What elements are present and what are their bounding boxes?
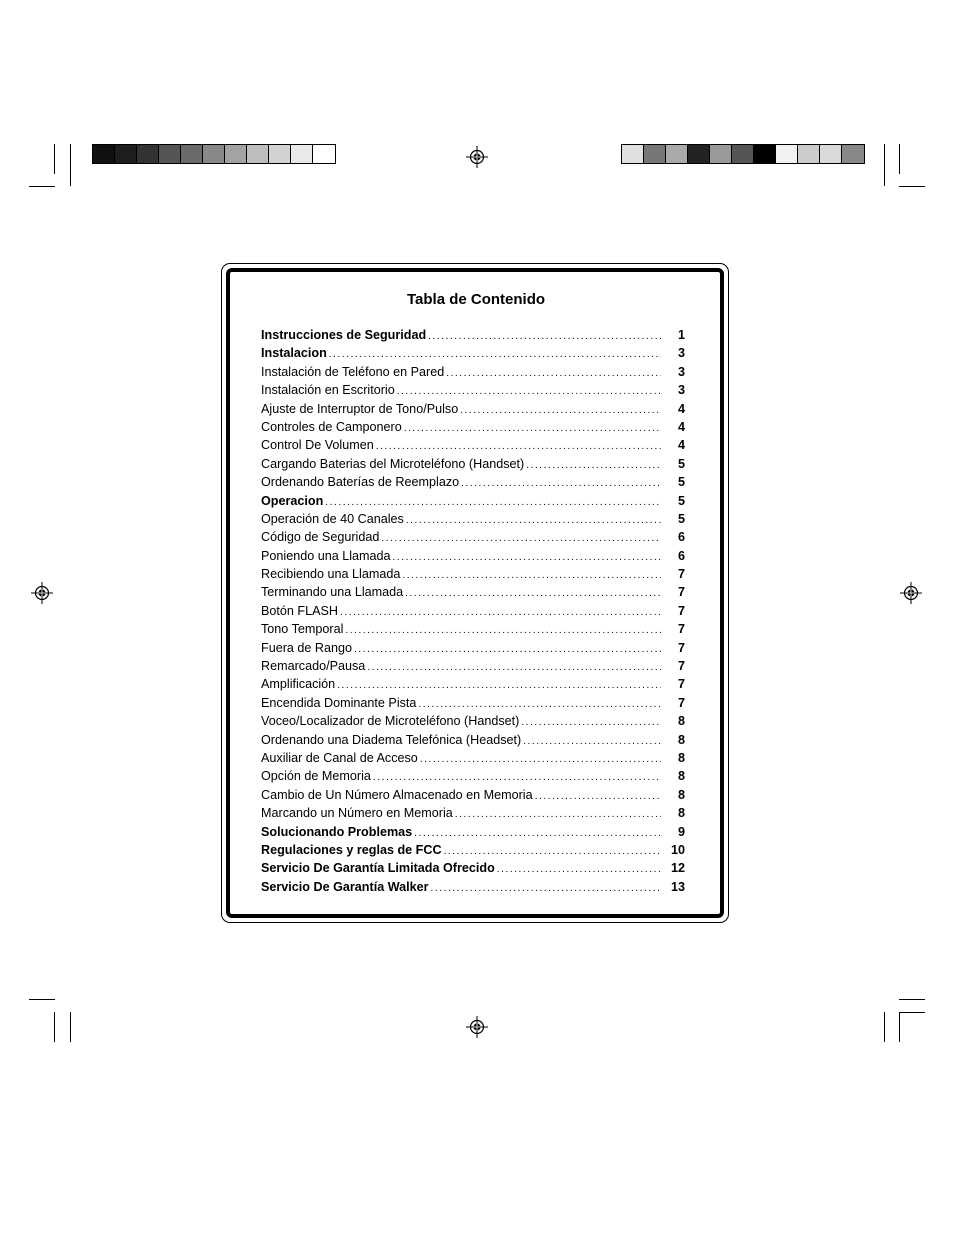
toc-entry bbox=[261, 547, 685, 565]
toc-entry-page: 7 bbox=[677, 640, 685, 655]
strip-right-swatch bbox=[732, 145, 754, 163]
strip-right-swatch bbox=[710, 145, 732, 163]
toc-entry-leader bbox=[367, 659, 661, 677]
crop-mark-bottom-right-v bbox=[899, 1012, 900, 1042]
toc-entry-label: Cambio de Un Número Almacenado en Memoria bbox=[261, 787, 533, 802]
toc-entry bbox=[261, 344, 685, 362]
toc-entry bbox=[261, 804, 685, 822]
toc-entry-label: Instalación de Teléfono en Pared bbox=[261, 364, 445, 379]
toc-entry-page: 8 bbox=[677, 732, 685, 747]
toc-entry-leader bbox=[535, 788, 661, 806]
toc-entry-leader bbox=[420, 751, 661, 769]
strip-left-swatch bbox=[269, 145, 291, 163]
strip-left-swatch bbox=[181, 145, 203, 163]
toc-entry bbox=[261, 694, 685, 712]
crop-mark-top-left-v2 bbox=[70, 144, 71, 186]
toc-entry-page: 8 bbox=[677, 714, 685, 729]
strip-left-swatch bbox=[93, 145, 115, 163]
toc-entry-leader bbox=[526, 457, 661, 475]
strip-right-swatch bbox=[644, 145, 666, 163]
toc-entry bbox=[261, 492, 685, 510]
toc-entry-page: 8 bbox=[677, 750, 685, 765]
toc-entry-page: 7 bbox=[677, 567, 685, 582]
crop-mark-bottom-right-h2 bbox=[899, 1012, 925, 1013]
toc-entry bbox=[261, 583, 685, 601]
toc-entry bbox=[261, 436, 685, 454]
registration-mark-bottom-icon bbox=[466, 1016, 488, 1038]
toc-entry-label: Instrucciones de Seguridad bbox=[261, 328, 427, 342]
toc-entry-page: 8 bbox=[677, 769, 685, 784]
toc-entry-page: 5 bbox=[677, 456, 685, 471]
strip-right-swatch bbox=[776, 145, 798, 163]
toc-entry-leader bbox=[345, 622, 661, 640]
strip-left-swatch bbox=[313, 145, 335, 163]
toc-entry-leader bbox=[354, 641, 661, 659]
toc-entry-page: 4 bbox=[677, 438, 685, 453]
toc-entry-leader bbox=[455, 806, 661, 824]
crop-mark-bottom-left-v2 bbox=[70, 1012, 71, 1042]
toc-entry-leader bbox=[497, 861, 661, 879]
toc-entry-page: 8 bbox=[677, 787, 685, 802]
toc-entry-page: 7 bbox=[677, 695, 685, 710]
strip-left-swatch bbox=[137, 145, 159, 163]
crop-mark-bottom-left-h bbox=[29, 999, 55, 1000]
toc-entry-page: 12 bbox=[670, 861, 685, 876]
toc-entry-label: Amplificación bbox=[261, 677, 336, 692]
toc-entry-label: Marcando un Número en Memoria bbox=[261, 806, 453, 821]
toc-entry-label: Encendida Dominante Pista bbox=[261, 695, 417, 710]
toc-entry-label: Cargando Baterias del Microteléfono (Handset) bbox=[261, 456, 525, 471]
toc-entry-label: Voceo/Localizador de Microteléfono (Handset) bbox=[261, 714, 520, 729]
toc-entry-label: Ordenando una Diadema Telefónica (Headset) bbox=[261, 732, 522, 747]
toc-entry-page: 5 bbox=[677, 511, 685, 526]
toc-entry-leader bbox=[461, 475, 661, 493]
strip-right-swatch bbox=[798, 145, 820, 163]
toc-entry-page: 3 bbox=[677, 383, 685, 398]
strip-left-swatch bbox=[115, 145, 137, 163]
toc-entry-leader bbox=[381, 530, 661, 548]
crop-mark-top-right-v bbox=[899, 144, 900, 174]
toc-entry-label: Servicio De Garantía Walker bbox=[261, 879, 429, 894]
color-calibration-strip-left bbox=[92, 144, 336, 164]
toc-entry-label: Tono Temporal bbox=[261, 622, 344, 637]
toc-entry-label: Auxiliar de Canal de Acceso bbox=[261, 750, 418, 765]
toc-entry-label: Opción de Memoria bbox=[261, 769, 371, 784]
toc-entry bbox=[261, 878, 685, 896]
crop-mark-bottom-left-v bbox=[54, 1012, 55, 1042]
toc-entry-leader bbox=[404, 420, 661, 438]
toc-entry-page: 3 bbox=[677, 364, 685, 379]
strip-left-swatch bbox=[159, 145, 181, 163]
toc-entry-leader bbox=[431, 880, 661, 898]
strip-right-swatch bbox=[622, 145, 644, 163]
toc-entry-label: Poniendo una Llamada bbox=[261, 548, 391, 563]
toc-entry-leader bbox=[446, 365, 661, 383]
toc-entry-page: 7 bbox=[677, 585, 685, 600]
toc-entry bbox=[261, 767, 685, 785]
toc-entry-label: Código de Seguridad bbox=[261, 530, 380, 545]
toc-entry-leader bbox=[340, 604, 661, 622]
toc-entry-label: Ajuste de Interruptor de Tono/Pulso bbox=[261, 401, 459, 416]
toc-entry-label: Instalacion bbox=[261, 346, 327, 361]
toc-entry-leader bbox=[393, 549, 661, 567]
toc-entry bbox=[261, 639, 685, 657]
strip-right-swatch bbox=[754, 145, 776, 163]
toc-entry-page: 7 bbox=[677, 677, 685, 692]
toc-entry-label: Ordenando Baterías de Reemplazo bbox=[261, 475, 460, 490]
toc-entry-leader bbox=[406, 512, 661, 530]
toc-entry bbox=[261, 841, 685, 859]
toc-entry bbox=[261, 418, 685, 436]
toc-list bbox=[261, 326, 685, 896]
toc-entry-page: 13 bbox=[670, 879, 685, 894]
toc-entry-label: Controles de Camponero bbox=[261, 419, 402, 434]
color-calibration-strip-right bbox=[621, 144, 865, 164]
strip-left-swatch bbox=[291, 145, 313, 163]
toc-entry-label: Operación de 40 Canales bbox=[261, 511, 404, 526]
toc-entry-page: 4 bbox=[677, 401, 685, 416]
crop-mark-top-left-h bbox=[29, 186, 55, 187]
toc-entry-page: 7 bbox=[677, 622, 685, 637]
crop-mark-top-left-v bbox=[54, 144, 55, 174]
toc-entry-page: 5 bbox=[677, 493, 685, 508]
toc-entry bbox=[261, 400, 685, 418]
toc-entry bbox=[261, 859, 685, 877]
registration-mark-left-icon bbox=[31, 582, 53, 604]
toc-entry-label: Solucionando Problemas bbox=[261, 824, 413, 839]
toc-entry bbox=[261, 363, 685, 381]
toc-entry bbox=[261, 749, 685, 767]
crop-mark-bottom-right-v2 bbox=[884, 1012, 885, 1042]
toc-entry bbox=[261, 455, 685, 473]
toc-entry-leader bbox=[402, 567, 661, 585]
toc-entry bbox=[261, 528, 685, 546]
toc-entry-page: 6 bbox=[677, 548, 685, 563]
toc-entry-page: 6 bbox=[677, 530, 685, 545]
toc-entry bbox=[261, 565, 685, 583]
crop-mark-top-right-v2 bbox=[884, 144, 885, 186]
toc-entry-label: Fuera de Rango bbox=[261, 640, 353, 655]
toc-entry-page: 7 bbox=[677, 659, 685, 674]
strip-left-swatch bbox=[247, 145, 269, 163]
toc-entry-leader bbox=[460, 402, 661, 420]
toc-entry-page: 8 bbox=[677, 806, 685, 821]
toc-entry-page: 5 bbox=[677, 475, 685, 490]
toc-entry-leader bbox=[414, 825, 661, 843]
toc-entry bbox=[261, 823, 685, 841]
strip-right-swatch bbox=[688, 145, 710, 163]
toc-entry-page: 7 bbox=[677, 603, 685, 618]
registration-mark-top-icon bbox=[466, 146, 488, 168]
strip-left-swatch bbox=[203, 145, 225, 163]
toc-entry-leader bbox=[405, 585, 661, 603]
toc-entry-label: Servicio De Garantía Limitada Ofrecido bbox=[261, 861, 495, 876]
toc-entry bbox=[261, 602, 685, 620]
toc-entry-page: 10 bbox=[670, 842, 685, 857]
toc-entry bbox=[261, 657, 685, 675]
toc-entry-label: Operacion bbox=[261, 493, 324, 508]
toc-entry-leader bbox=[523, 733, 661, 751]
toc-entry-label: Instalación en Escritorio bbox=[261, 383, 395, 398]
toc-entry-label: Recibiendo una Llamada bbox=[261, 567, 401, 582]
toc-entry-label: Botón FLASH bbox=[261, 603, 339, 618]
strip-right-swatch bbox=[820, 145, 842, 163]
toc-entry bbox=[261, 381, 685, 399]
crop-mark-bottom-right-h bbox=[899, 999, 925, 1000]
strip-right-swatch bbox=[842, 145, 864, 163]
toc-entry-label: Control De Volumen bbox=[261, 438, 374, 453]
toc-entry bbox=[261, 620, 685, 638]
toc-entry bbox=[261, 786, 685, 804]
toc-entry-label: Remarcado/Pausa bbox=[261, 659, 366, 674]
strip-right-swatch bbox=[666, 145, 688, 163]
toc-entry bbox=[261, 473, 685, 491]
toc-entry bbox=[261, 326, 685, 344]
crop-mark-top-right-h bbox=[899, 186, 925, 187]
toc-entry-page: 3 bbox=[677, 346, 685, 361]
toc-entry-page: 4 bbox=[677, 419, 685, 434]
toc-entry-leader bbox=[521, 714, 661, 732]
toc-entry bbox=[261, 712, 685, 730]
strip-left-swatch bbox=[225, 145, 247, 163]
toc-entry bbox=[261, 731, 685, 749]
toc-entry-label: Terminando una Llamada bbox=[261, 585, 404, 600]
toc-entry-leader bbox=[428, 328, 661, 346]
registration-mark-right-icon bbox=[900, 582, 922, 604]
toc-entry-page: 9 bbox=[677, 824, 685, 839]
toc-entry bbox=[261, 510, 685, 528]
toc-entry-page: 1 bbox=[677, 328, 685, 342]
toc-entry bbox=[261, 675, 685, 693]
toc-title: Tabla de Contenido bbox=[406, 291, 546, 308]
toc-entry-label: Regulaciones y reglas de FCC bbox=[261, 842, 442, 857]
